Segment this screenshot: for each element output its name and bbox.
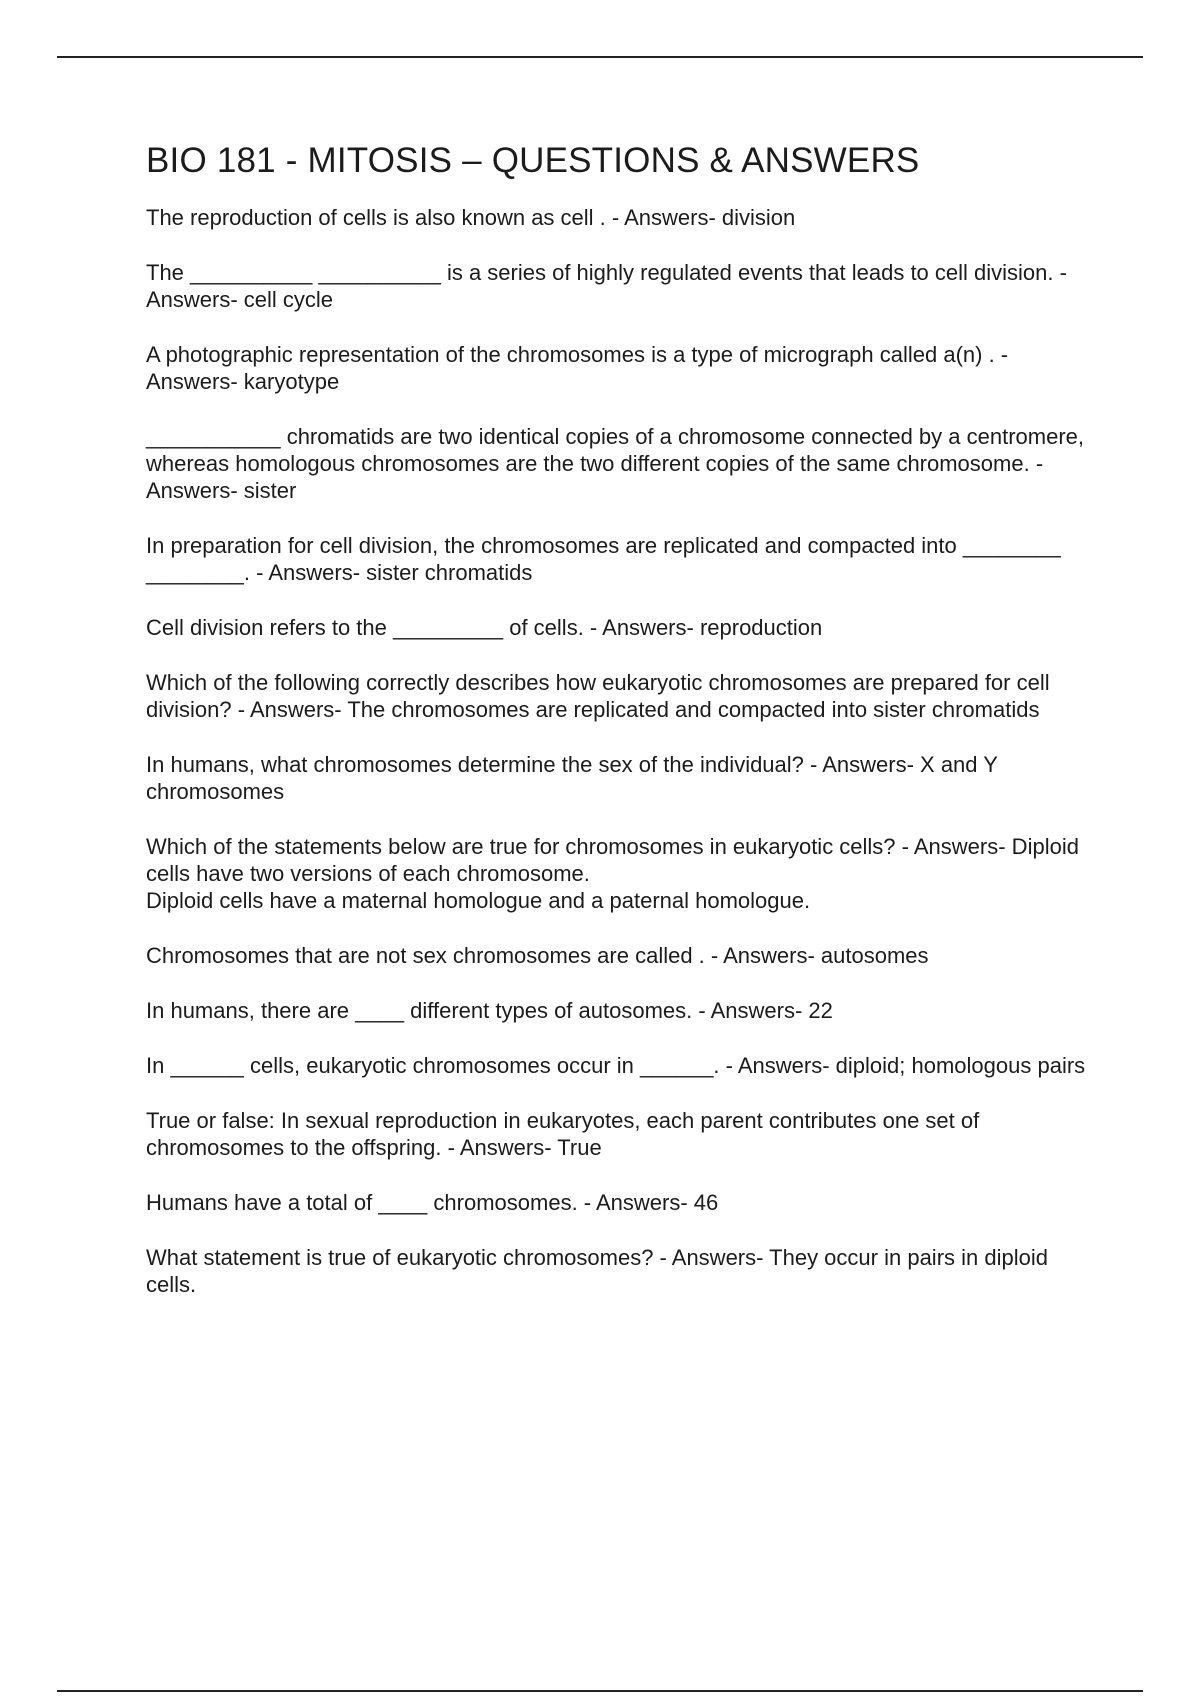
qa-item: Humans have a total of ____ chromosomes. - Answers- 46 [146, 1190, 719, 1215]
document-title: BIO 181 - MITOSIS – QUESTIONS & ANSWERS [146, 141, 920, 180]
qa-item: True or false: In sexual reproduction in eukaryotes, each parent contributes one set of chromosomes to the offspring. - Answers- True [146, 1108, 980, 1160]
qa-item: In preparation for cell division, the chromosomes are replicated and compacted into ________ ________. - Answers- sister chromatids [146, 533, 1061, 585]
top-rule [57, 56, 1143, 58]
qa-item: The reproduction of cells is also known as cell . - Answers- division [146, 205, 796, 230]
qa-item: What statement is true of eukaryotic chromosomes? - Answers- They occur in pairs in diploid cells. [146, 1245, 1048, 1297]
qa-item: Cell division refers to the _________ of cells. - Answers- reproduction [146, 615, 823, 640]
qa-item: ___________ chromatids are two identical copies of a chromosome connected by a centromere, whereas homologous chromosomes are the two different copies of the same chromosome. - Answers- sister [146, 424, 1084, 503]
qa-item: The __________ __________ is a series of highly regulated events that leads to cell division. - Answers- cell cycle [146, 260, 1067, 312]
qa-item: Chromosomes that are not sex chromosomes are called . - Answers- autosomes [146, 943, 929, 968]
qa-item: In humans, what chromosomes determine the sex of the individual? - Answers- X and Y chromosomes [146, 752, 998, 804]
qa-item: In ______ cells, eukaryotic chromosomes occur in ______. - Answers- diploid; homologous pairs [146, 1053, 1086, 1078]
qa-item: In humans, there are ____ different types of autosomes. - Answers- 22 [146, 998, 833, 1023]
qa-item: Which of the following correctly describes how eukaryotic chromosomes are prepared for cell division? - Answers- The chromosomes are replicated and compacted into sister chromatids [146, 670, 1050, 722]
qa-item: A photographic representation of the chromosomes is a type of micrograph called a(n) . - Answers- karyotype [146, 342, 1009, 394]
qa-item: Which of the statements below are true for chromosomes in eukaryotic cells? - Answers- Diploid cells have two versions of each chromosome. Diploid cells have a maternal homologue and a paternal homologue. [146, 834, 1079, 913]
document-body [146, 140, 1096, 1326]
bottom-rule [57, 1690, 1143, 1692]
